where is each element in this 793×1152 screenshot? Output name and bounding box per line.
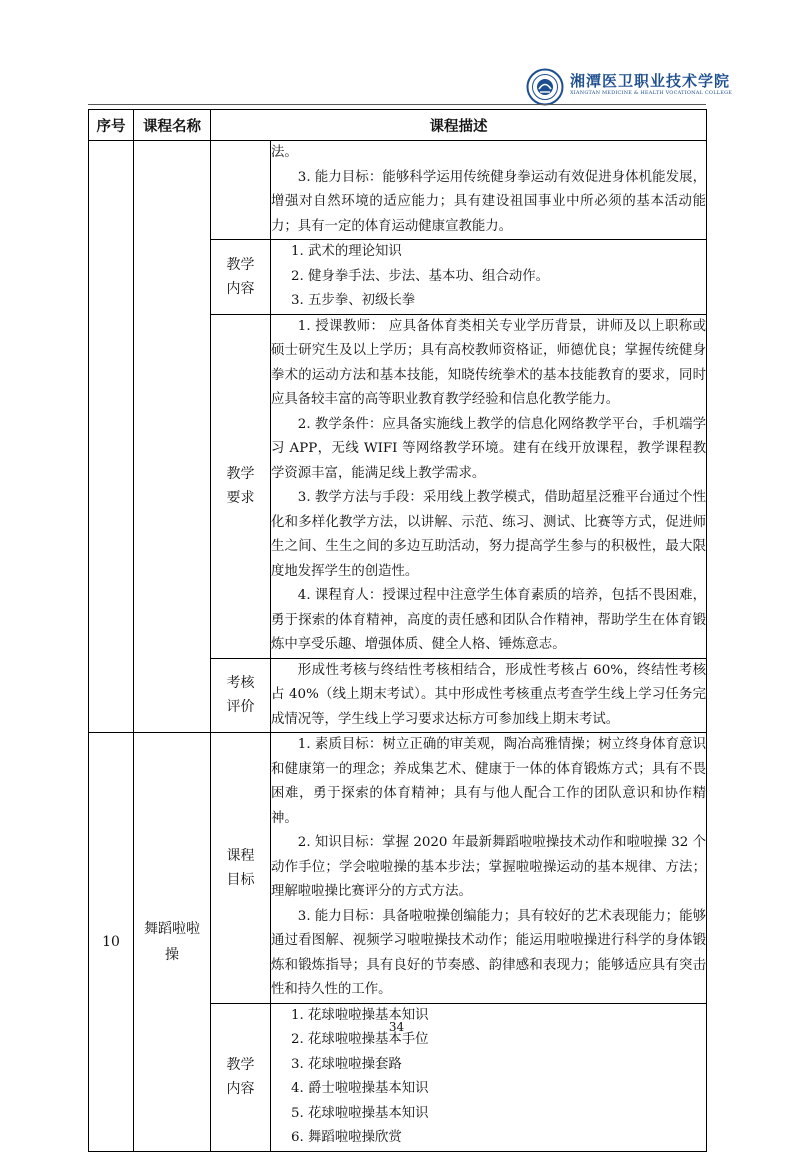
goal-label-cell-cont — [211, 141, 271, 240]
content-label: 内容 — [226, 280, 255, 297]
content-label: 教学 — [226, 1057, 255, 1073]
list-item: 2. 健身拳手法、步法、基本功、组合动作。 — [291, 268, 550, 284]
list-item: 2. 花球啦啦操基本手位 — [291, 1032, 429, 1047]
course-name-cell-cont — [134, 141, 211, 733]
header-desc: 课程描述 — [211, 110, 707, 141]
course-name-line: 舞蹈啦啦 — [144, 920, 200, 937]
course-name-line: 操 — [165, 946, 179, 963]
req-desc — [271, 314, 707, 658]
list-item: 4. 爵士啦啦操基本知识 — [291, 1081, 429, 1096]
eval-paragraph: 形成性考核与终结性考核相结合，形成性考核占 60%，终结性考核占 40%（线上期末考试）。其中形成性考核重点考查学生线上学习任务完成情况等，学生线上学习要求达标方可参加线上期末考试。 — [271, 662, 706, 727]
school-name: 湘潭医卫职业技术学院 — [570, 72, 731, 90]
content-label: 内容 — [226, 1081, 255, 1097]
goal-label-cell — [211, 733, 271, 1004]
header-name: 课程名称 — [134, 110, 211, 141]
goal-desc-line: 法。 — [271, 145, 298, 160]
req-paragraph: 1. 授课教师： 应具备体育类相关专业学历背景，讲师及以上职称或硕士研究生及以上学历；具有高校教师资格证，师德优良；掌握传统健身拳术的运动方法和基本技能，知晓传统拳术的基本技能教育的要求，同时应具备较丰富的高等职业教育教学经验和信息化教学能力。 — [271, 318, 706, 407]
college-logo — [526, 68, 733, 108]
header-rule — [88, 104, 706, 105]
list-item: 3. 花球啦啦操套路 — [291, 1056, 402, 1072]
course-num: 10 — [89, 733, 134, 1152]
eval-label: 评价 — [226, 699, 255, 716]
course-table — [88, 109, 707, 1152]
course-num-cell-cont — [89, 141, 134, 733]
content-list-cont — [271, 240, 707, 315]
eval-desc — [271, 658, 707, 733]
goal-desc-cont — [271, 141, 707, 240]
eval-label-cell — [211, 658, 271, 733]
table-row — [89, 141, 707, 240]
goal-paragraph: 3. 能力目标：具备啦啦操创编能力；具有较好的艺术表现能力；能够通过看图解、视频学习啦啦操技术动作；能运用啦啦操进行科学的身体锻炼和锻炼指导；具有良好的节奏感、韵律感和表现力；能够适应具有突击性和持久性的工作。 — [271, 908, 706, 997]
table-header-row — [89, 110, 707, 141]
eval-label: 考核 — [226, 675, 255, 692]
goal-label: 目标 — [226, 871, 255, 888]
course-name — [134, 733, 211, 1152]
content-label: 教学 — [226, 256, 255, 273]
page-number: 34 — [388, 1020, 405, 1034]
list-item: 5. 花球啦啦操基本知识 — [291, 1105, 429, 1121]
school-name-en: XIANGTAN MEDICINE & HEALTH VOCATIONAL COLLEGE — [570, 90, 733, 96]
table-row — [89, 733, 707, 1004]
list-item: 1. 花球啦啦操基本知识 — [291, 1007, 429, 1023]
content-label-cell — [211, 240, 271, 315]
req-label: 要求 — [226, 490, 255, 506]
req-paragraph: 2. 教学条件：应具备实施线上教学的信息化网络教学平台，手机端学习 APP，无线 WIFI 等网络教学环境。建有在线开放课程，教学课程教学资源丰富，能满足线上教学需求。 — [271, 416, 706, 481]
header-num: 序号 — [89, 110, 134, 141]
goal-paragraph: 2. 知识目标：掌握 2020 年最新舞蹈啦啦操技术动作和啦啦操 32 个动作手位；学会啦啦操的基本步法；掌握啦啦操运动的基本规律、方法；理解啦啦操比赛评分的方式方法。 — [271, 835, 706, 899]
goal-desc — [271, 733, 707, 1004]
goal-desc-line: 3. 能力目标：能够科学运用传统健身拳运动有效促进身体机能发展，增强对自然环境的适应能力；具有建设祖国事业中所必须的基本活动能力；具有一定的体育运动健康宣教能力。 — [271, 169, 706, 234]
list-item: 1. 武术的理论知识 — [291, 244, 402, 259]
college-emblem-icon — [526, 68, 564, 106]
req-paragraph: 4. 课程育人：授课过程中注意学生体育素质的培养，包括不畏困难，勇于探索的体育精神，高度的责任感和团队合作精神，帮助学生在体育锻炼中享受乐趣、增强体质、健全人格、锤炼意志。 — [271, 588, 706, 652]
req-label: 教学 — [226, 466, 255, 482]
req-paragraph: 3. 教学方法与手段：采用线上教学模式，借助超星泛雅平台通过个性化和多样化教学方法，以讲解、示范、练习、测试、比赛等方式，促进师生之间、生生之间的多边互助活动，努力提高学生参与的积极性，最大限度地发挥学生的创造性。 — [271, 490, 706, 579]
list-item: 6. 舞蹈啦啦操欣赏 — [291, 1130, 402, 1145]
list-item: 3. 五步拳、初级长拳 — [291, 293, 416, 308]
goal-paragraph: 1. 素质目标：树立正确的审美观，陶冶高雅情操；树立终身体育意识和健康第一的理念；养成集艺术、健康于一体的体育锻炼方式；具有不畏困难，勇于探索的体育精神；具有与他人配合工作的团队意识和协作精神。 — [271, 737, 706, 826]
goal-label: 课程 — [226, 847, 255, 864]
req-label-cell — [211, 314, 271, 658]
